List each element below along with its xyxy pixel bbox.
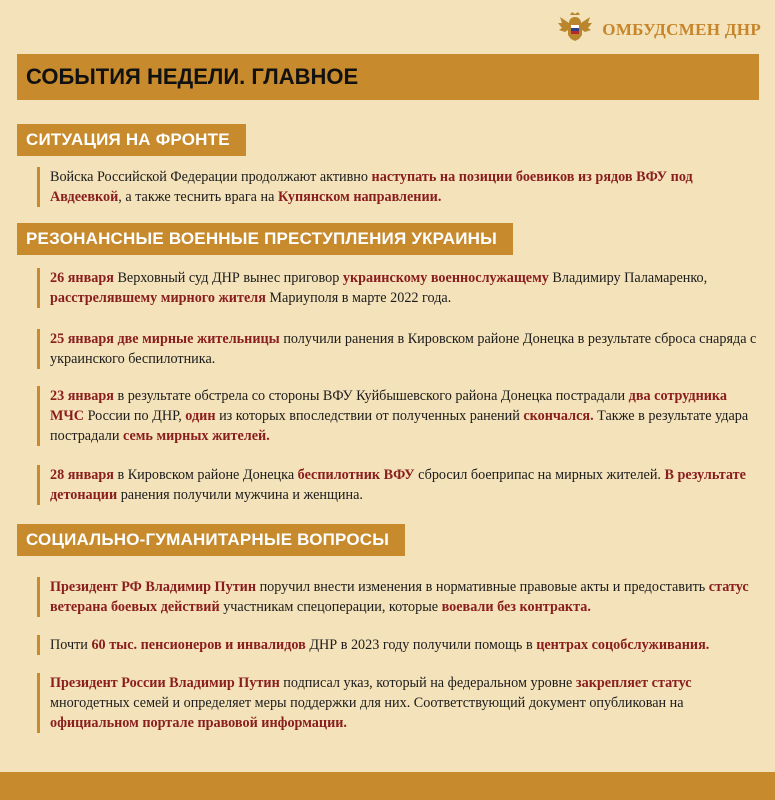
highlighted-text: Купянском направлении. xyxy=(277,189,442,205)
highlighted-text: воевали без контракта. xyxy=(441,599,591,615)
section-label-front xyxy=(17,124,246,156)
page-title: СОБЫТИЯ НЕДЕЛИ. ГЛАВНОЕ xyxy=(26,64,359,89)
highlighted-text: 26 января xyxy=(50,270,114,286)
section-title: РЕЗОНАНСНЫЕ ВОЕННЫЕ ПРЕСТУПЛЕНИЯ УКРАИНЫ xyxy=(26,229,497,248)
body-text: участникам спецоперации, которые xyxy=(219,599,442,615)
body-text: Почти xyxy=(50,637,92,653)
highlighted-text: два сотрудника МЧС xyxy=(50,388,727,424)
body-text: из которых впоследствии от полученных ранений xyxy=(215,408,524,424)
body-text: поручил внести изменения в нормативные правовые акты и предоставить xyxy=(256,579,709,595)
highlighted-text: 60 тыс. пенсионеров и инвалидов xyxy=(91,637,306,653)
footer-bar xyxy=(0,772,775,800)
news-item xyxy=(37,635,759,655)
news-item xyxy=(37,465,759,505)
highlighted-text: Президент России Владимир Путин xyxy=(50,675,280,691)
highlighted-text: беспилотник ВФУ xyxy=(297,467,415,483)
section-label-social xyxy=(17,524,405,556)
body-text: в Кировском районе Донецка xyxy=(113,467,298,483)
highlighted-text: 28 января xyxy=(50,467,114,483)
highlighted-text: официальном портале правовой информации. xyxy=(50,715,347,731)
highlighted-text: семь мирных жителей. xyxy=(122,428,270,444)
highlighted-text: наступать на позиции боевиков из рядов ВФУ под Авдеевкой xyxy=(50,169,693,205)
highlighted-text: один xyxy=(185,408,216,424)
body-text: подписал указ, который на федеральном уровне xyxy=(279,675,576,691)
body-text: сбросил боеприпас на мирных жителей. xyxy=(414,467,665,483)
highlighted-text: закрепляет статус xyxy=(575,675,692,691)
highlighted-text: Президент РФ Владимир Путин xyxy=(50,579,257,595)
brand-header xyxy=(556,12,761,48)
news-item xyxy=(37,673,759,733)
highlighted-text: статус ветерана боевых действий xyxy=(50,579,749,615)
news-item xyxy=(37,577,759,617)
section-title: СОЦИАЛЬНО-ГУМАНИТАРНЫЕ ВОПРОСЫ xyxy=(26,530,390,549)
news-item xyxy=(37,268,759,308)
highlighted-text: 25 января две мирные жительницы xyxy=(50,331,280,347)
body-text: многодетных семей и определяет меры поддержки для них. Соответствующий документ опубликован на xyxy=(50,695,684,711)
news-item xyxy=(37,167,759,207)
body-text: Войска Российской Федерации продолжают активно xyxy=(50,169,372,185)
body-text: получили ранения в Кировском районе Донецка в результате сброса снаряда с украинского беспилотника. xyxy=(50,331,757,367)
eagle-emblem-icon xyxy=(556,11,594,50)
page-title-bar xyxy=(17,54,759,100)
highlighted-text: В результате детонации xyxy=(50,467,746,503)
news-item xyxy=(37,386,759,446)
body-text: ранения получили мужчина и женщина. xyxy=(117,487,363,503)
brand-name: ОМБУДСМЕН ДНР xyxy=(602,20,761,39)
body-text: Верховный суд ДНР вынес приговор xyxy=(113,270,343,286)
body-text: Также в результате удара пострадали xyxy=(50,408,749,444)
body-text: России по ДНР, xyxy=(84,408,186,424)
body-text: ДНР в 2023 году получили помощь в xyxy=(305,637,537,653)
news-item xyxy=(37,329,759,369)
highlighted-text: скончался. xyxy=(523,408,594,424)
highlighted-text: украинскому военнослужащему xyxy=(342,270,549,286)
highlighted-text: 23 января xyxy=(50,388,114,404)
highlighted-text: центрах соцобслуживания. xyxy=(536,637,710,653)
highlighted-text: расстрелявшему мирного жителя xyxy=(50,290,266,306)
section-title: СИТУАЦИЯ НА ФРОНТЕ xyxy=(26,130,230,149)
section-label-crimes xyxy=(17,223,513,255)
body-text: Мариуполя в марте 2022 года. xyxy=(265,290,452,306)
body-text: в результате обстрела со стороны ВФУ Куйбышевского района Донецка пострадали xyxy=(113,388,629,404)
body-text: , а также теснить врага на xyxy=(118,189,278,205)
body-text: Владимиру Паламаренко, xyxy=(548,270,708,286)
